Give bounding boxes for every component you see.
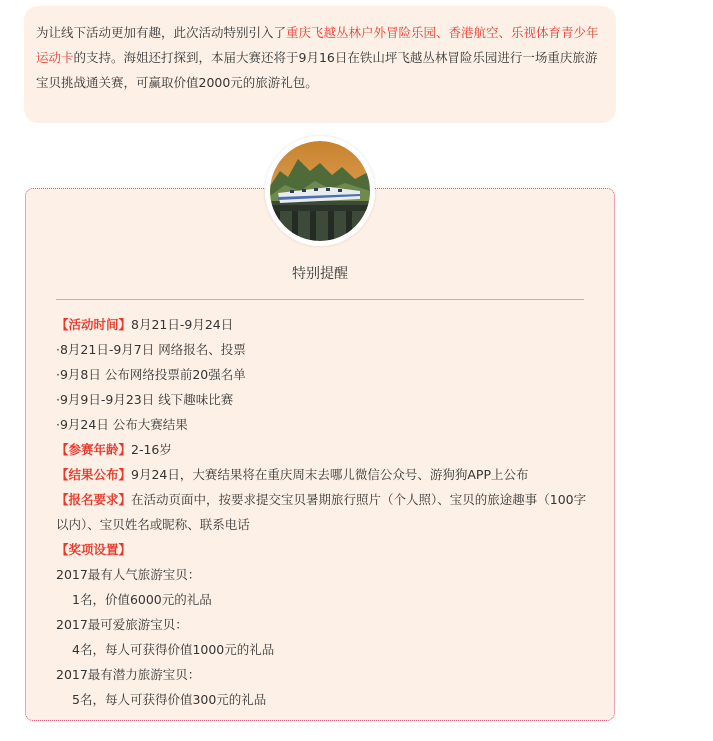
intro-highlight-sponsors: 重庆飞越丛林户外冒险乐园、香港航空、乐视体育青少年运动卡 [36,25,599,65]
tips-divider [56,299,584,300]
activity-time-row [56,312,596,337]
intro-text [36,20,602,95]
prize-name: 2017最有人气旅游宝贝： [56,567,201,582]
activity-time-value: 8月21日-9月24日 [131,317,234,332]
tips-card [25,188,615,721]
result-value: 9月24日，大赛结果将在重庆周末去哪儿微信公众号、游狗狗APP上公布 [131,467,529,482]
intro-card [24,6,616,123]
schedule-item: ·9月9日-9月23日 线下趣味比赛 [56,392,234,407]
intro-text-part2: 的支持。海姐还打探到，本届大赛还将于9月16日在铁山坪飞越丛林冒险乐园进行一场重庆旅游宝贝挑战通关赛，可赢取价值2000元的旅游礼包。 [36,50,598,90]
require-row [56,487,596,537]
age-row [56,437,596,462]
prize-detail: 4名，每人可获得价值1000元的礼品 [72,642,275,657]
mountain-train-photo-icon [270,141,370,241]
tips-title: 特别提醒 [292,266,348,282]
result-tag: 【结果公布】 [56,467,132,482]
age-tag: 【参赛年龄】 [56,442,132,457]
schedule-item: ·9月24日 公布大赛结果 [56,417,188,432]
age-value: 2-16岁 [131,442,172,457]
schedule-item: ·9月8日 公布网络投票前20强名单 [56,367,246,382]
photo-badge [265,136,375,246]
result-row [56,462,596,487]
prize-detail: 5名，每人可获得价值300元的礼品 [72,692,267,707]
prize-detail: 1名，价值6000元的礼品 [72,592,212,607]
require-value: 在活动页面中，按要求提交宝贝暑期旅行照片（个人照）、宝贝的旅途趣事（100字以内）、宝贝姓名或昵称、联系电话 [56,492,587,532]
intro-text-part1: 为让线下活动更加有趣，此次活动特别引入了 [36,25,287,40]
prize-name: 2017最有潜力旅游宝贝： [56,667,201,682]
prize-name: 2017最可爱旅游宝贝： [56,617,188,632]
activity-time-tag: 【活动时间】 [56,317,132,332]
tips-list [56,312,596,712]
prize-tag: 【奖项设置】 [56,542,132,557]
schedule-item: ·8月21日-9月7日 网络报名、投票 [56,342,246,357]
require-tag: 【报名要求】 [56,492,132,507]
prize-row [56,537,596,562]
